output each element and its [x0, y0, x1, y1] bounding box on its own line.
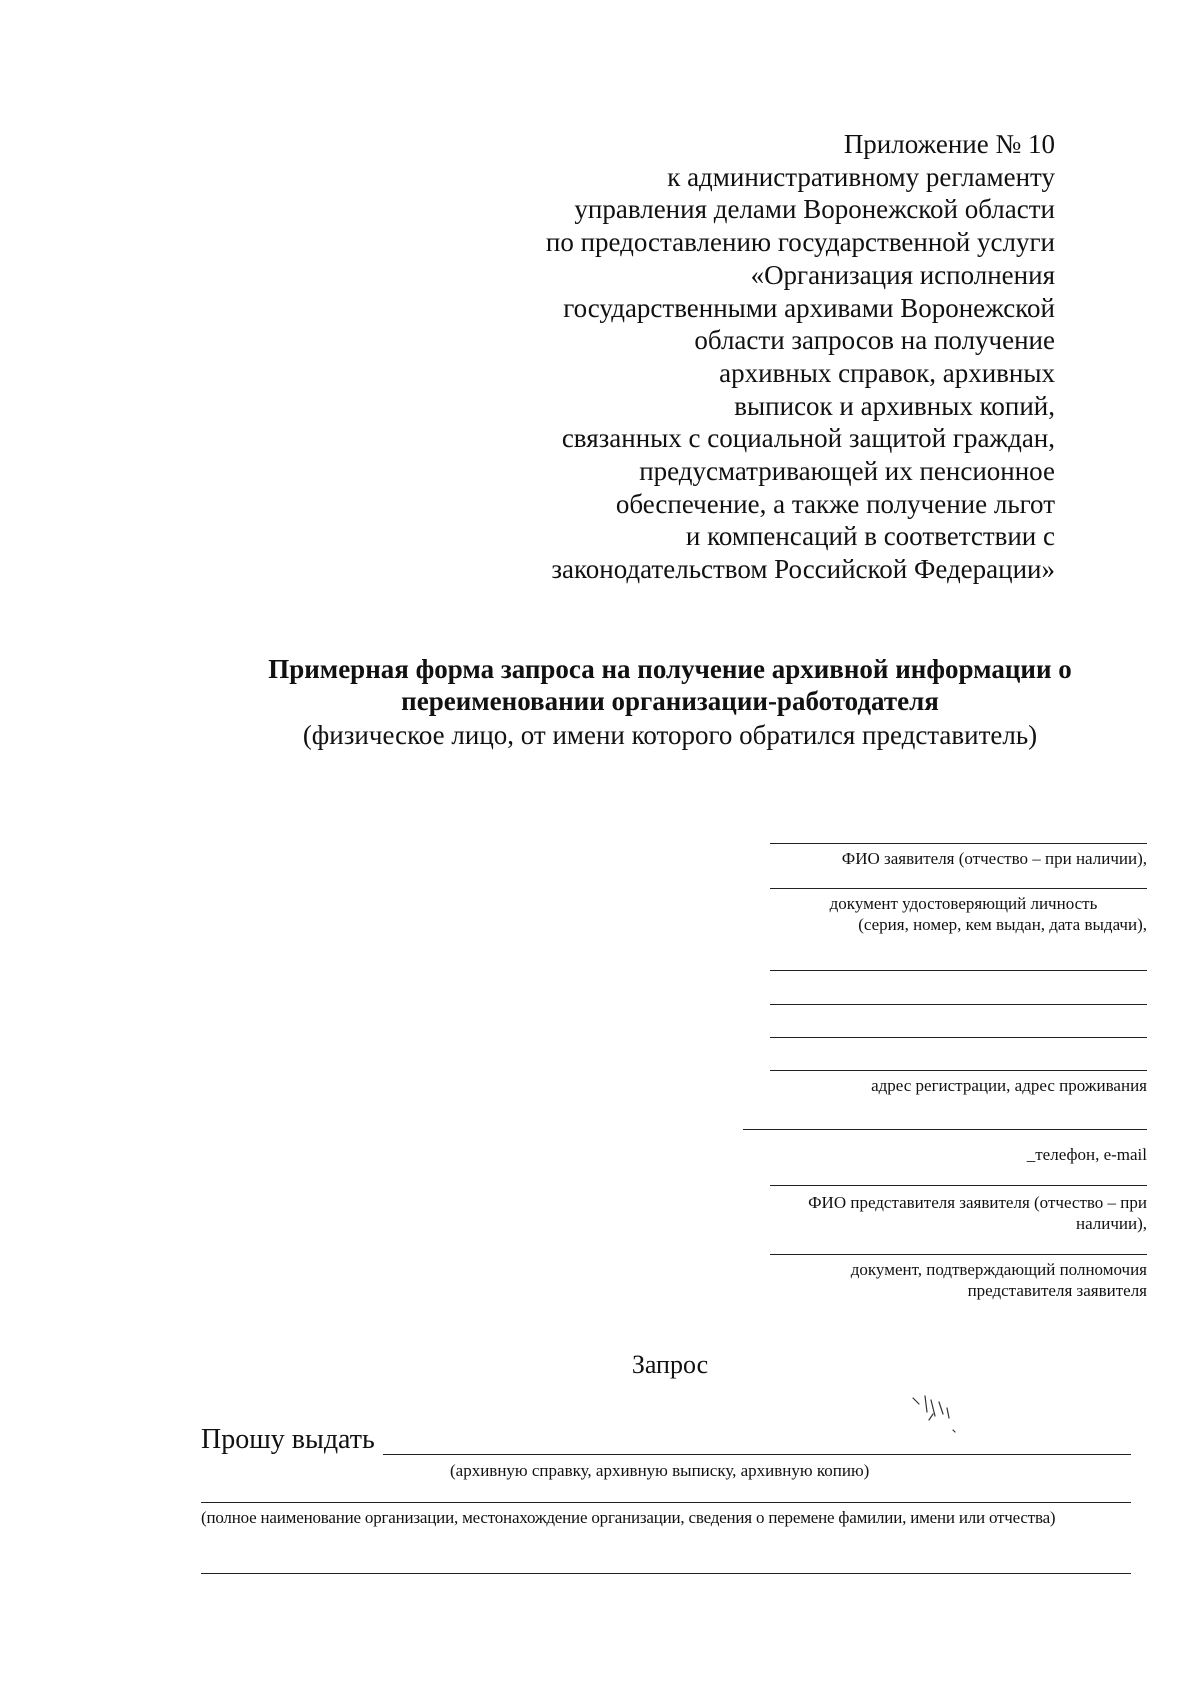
- applicant-block: [770, 843, 1147, 1301]
- form-subtitle: (физическое лицо, от имени которого обратился представитель): [302, 720, 1038, 750]
- appendix-header: [435, 128, 1055, 586]
- appendix-line: предусматривающей их пенсионное: [639, 456, 1055, 487]
- representative-fio-caption-1: ФИО представителя заявителя (отчество – при: [808, 1193, 1147, 1212]
- appendix-line: и компенсаций в соответствии с: [685, 521, 1055, 552]
- appendix-line: обеспечение, а также получение льгот: [615, 488, 1055, 519]
- form-title: [0, 653, 1200, 751]
- applicant-address-field-2[interactable]: [770, 1004, 1147, 1005]
- organization-caption: (полное наименование организации, местонахождение организации, сведения о перемене фамилии, имени или отчества): [201, 1508, 1056, 1527]
- applicant-fio-field[interactable]: [770, 843, 1147, 844]
- request-document-caption: (архивную справку, архивную выписку, архивную копию): [450, 1461, 870, 1480]
- applicant-id-caption-2: (серия, номер, кем выдан, дата выдачи),: [858, 915, 1147, 934]
- appendix-line: «Организация исполнения: [750, 259, 1055, 290]
- appendix-line: законодательством Российской Федерации»: [551, 554, 1055, 585]
- representative-doc-caption-1: документ, подтверждающий полномочия: [850, 1260, 1147, 1279]
- applicant-phone-field[interactable]: [743, 1129, 1147, 1130]
- appendix-line: по предоставлению государственной услуги: [545, 227, 1055, 258]
- applicant-address-field-3[interactable]: [770, 1037, 1147, 1038]
- form-title-line-2: переименовании организации-работодателя: [401, 686, 939, 716]
- representative-doc-field[interactable]: [770, 1254, 1147, 1255]
- handwritten-mark: [905, 1390, 975, 1440]
- representative-fio-caption-2: наличии),: [1075, 1214, 1147, 1233]
- appendix-line: государственными архивами Воронежской: [563, 292, 1055, 323]
- request-document-field[interactable]: [383, 1454, 1131, 1455]
- organization-field[interactable]: [201, 1502, 1131, 1503]
- applicant-fio-caption: ФИО заявителя (отчество – при наличии),: [841, 849, 1147, 868]
- appendix-line: связанных с социальной защитой граждан,: [561, 423, 1055, 454]
- appendix-line: архивных справок, архивных: [719, 357, 1055, 388]
- request-ask-label: Прошу выдать: [201, 1424, 375, 1455]
- request-heading: Запрос: [631, 1350, 709, 1379]
- appendix-line: к административному регламенту: [667, 161, 1055, 192]
- representative-doc-caption-2: представителя заявителя: [967, 1281, 1147, 1300]
- applicant-id-caption-1: документ удостоверяющий личность: [829, 894, 1098, 913]
- organization-field-continued[interactable]: [201, 1573, 1131, 1574]
- applicant-address-field-1[interactable]: [770, 970, 1147, 971]
- appendix-line: области запросов на получение: [694, 325, 1055, 356]
- applicant-address-field-4[interactable]: [770, 1070, 1147, 1071]
- appendix-line: управления делами Воронежской области: [574, 194, 1055, 225]
- appendix-line: Приложение № 10: [843, 129, 1055, 159]
- applicant-phone-caption: _телефон, e-mail: [1026, 1145, 1147, 1164]
- form-title-line-1: Примерная форма запроса на получение архивной информации о: [268, 654, 1072, 684]
- applicant-id-field[interactable]: [770, 888, 1147, 889]
- appendix-line: выписок и архивных копий,: [734, 390, 1055, 421]
- applicant-address-caption: адрес регистрации, адрес проживания: [871, 1076, 1147, 1095]
- representative-fio-field[interactable]: [770, 1185, 1147, 1186]
